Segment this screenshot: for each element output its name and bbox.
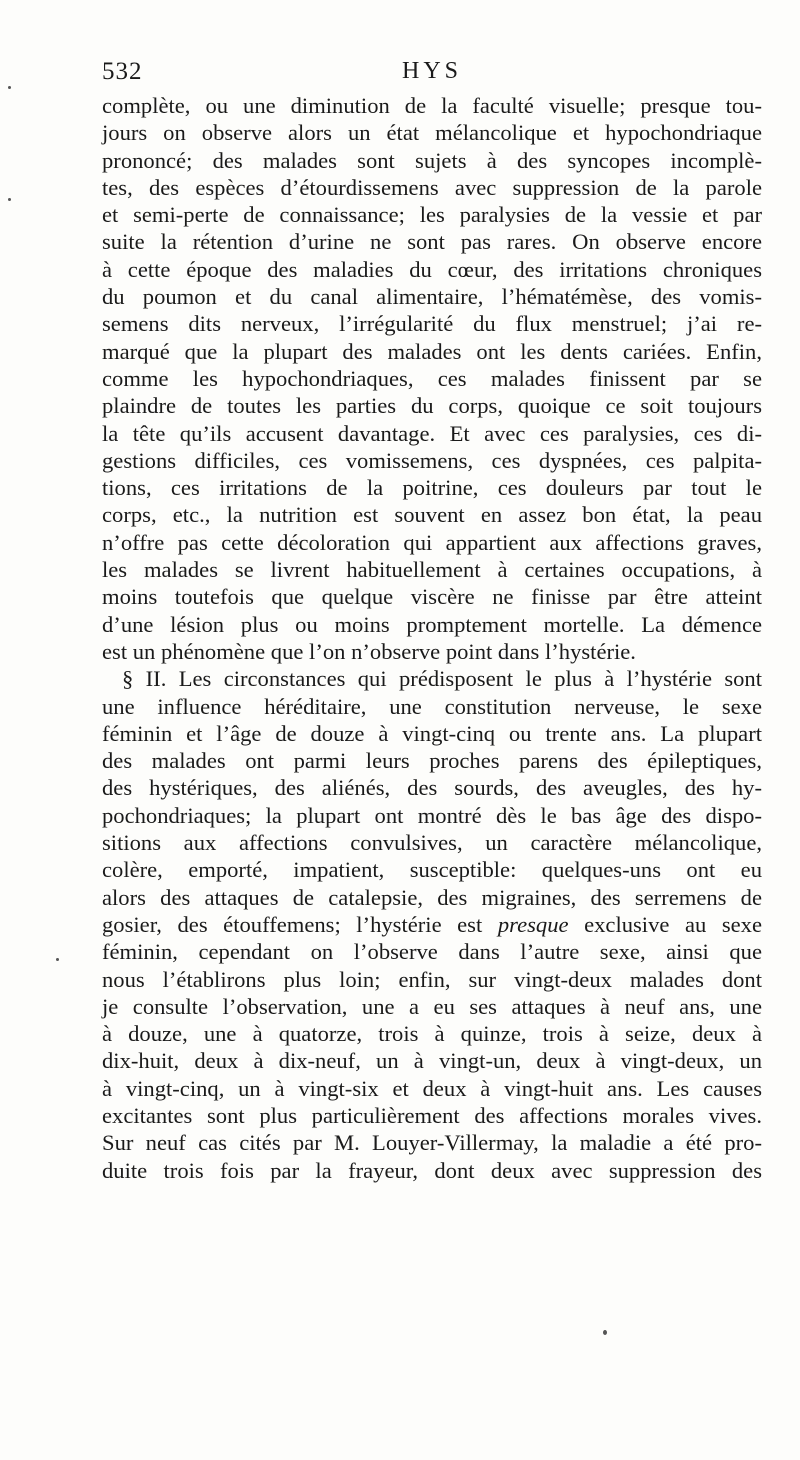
- text-line: excitantes sont plus particulièrement des affections morales vives.: [102, 1102, 762, 1128]
- text-line: féminin, cependant on l’observe dans l’autre sexe, ainsi que: [102, 939, 762, 965]
- paragraph-end-line: est un phénomène que l’on n’observe point dans l’hystérie.: [102, 638, 636, 664]
- paper-speck: [603, 1330, 607, 1335]
- text-line: duite trois fois par la frayeur, dont deux avec suppression des: [102, 1157, 762, 1183]
- text-line: n’offre pas cette décoloration qui appartient aux affections graves,: [102, 529, 762, 555]
- text-line: complète, ou une diminution de la faculté visuelle; presque tou-: [102, 93, 762, 118]
- text-line: une influence héréditaire, une constitution nerveuse, le sexe: [102, 693, 762, 719]
- text-line: alors des attaques de catalepsie, des migraines, des serremens de: [102, 884, 762, 910]
- text-line: les malades se livrent habituellement à certaines occupations, à: [102, 557, 762, 583]
- text-line: à vingt-cinq, un à vingt-six et deux à vingt-huit ans. Les causes: [102, 1075, 762, 1101]
- text-line: et semi-perte de connaissance; les paralysies de la vessie et par: [102, 202, 762, 228]
- text-line: marqué que la plupart des malades ont les dents cariées. Enfin,: [102, 338, 762, 364]
- text-line: Sur neuf cas cités par M. Louyer-Villermay, la maladie a été pro-: [102, 1130, 762, 1156]
- text-line: des malades ont parmi leurs proches parens des épileptiques,: [102, 748, 762, 774]
- text-line: comme les hypochondriaques, ces malades finissent par se: [102, 365, 762, 391]
- paper-speck: [56, 958, 59, 961]
- text-line: corps, etc., la nutrition est souvent en assez bon état, la peau: [102, 502, 762, 528]
- text-line: sitions aux affections convulsives, un caractère mélancolique,: [102, 830, 762, 856]
- running-head: HYS: [401, 58, 462, 84]
- text-segment: exclusive au sexe: [568, 911, 762, 937]
- text-line: plaindre de toutes les parties du corps, quoique ce soit toujours: [102, 393, 762, 419]
- text-line: féminin et l’âge de douze à vingt-cinq ou trente ans. La plupart: [102, 720, 762, 746]
- paper-speck: [8, 198, 11, 201]
- paper-speck: [8, 86, 11, 89]
- text-line: moins toutefois que quelque viscère ne finisse par être atteint: [102, 584, 762, 610]
- text-line: la tête qu’ils accusent davantage. Et avec ces paralysies, ces di-: [102, 420, 762, 446]
- text-line: pochondriaques; la plupart ont montré dès le bas âge des dispo-: [102, 802, 762, 828]
- body-text: [102, 92, 762, 1184]
- text-line: colère, emporté, impatient, susceptible: quelques-uns ont eu: [102, 857, 762, 883]
- text-line-with-italic: [102, 911, 762, 938]
- text-line: à cette époque des maladies du cœur, des irritations chroniques: [102, 256, 762, 282]
- text-line: nous l’établirons plus loin; enfin, sur vingt-deux malades dont: [102, 966, 762, 992]
- text-line: gestions difficiles, ces vomissemens, ces dyspnées, ces palpita-: [102, 447, 762, 473]
- text-line: semens dits nerveux, l’irrégularité du flux menstruel; j’ai re-: [102, 311, 762, 337]
- page-header: [102, 58, 762, 92]
- text-line: des hystériques, des aliénés, des sourds, des aveugles, des hy-: [102, 775, 762, 801]
- page-number: 532: [102, 58, 143, 85]
- text-line: d’une lésion plus ou moins promptement mortelle. La démence: [102, 611, 762, 637]
- text-line: prononcé; des malades sont sujets à des syncopes incomplè-: [102, 147, 762, 173]
- italic-word: presque: [497, 911, 569, 937]
- section-start-line: § II. Les circonstances qui prédisposent le plus à l’hystérie sont: [122, 666, 762, 692]
- text-line: jours on observe alors un état mélancolique et hypochondriaque: [102, 120, 762, 146]
- text-segment: gosier, des étouffemens; l’hystérie est: [102, 911, 483, 937]
- text-line: du poumon et du canal alimentaire, l’hématémèse, des vomis-: [102, 284, 762, 310]
- text-line: tes, des espèces d’étourdissemens avec suppression de la parole: [102, 174, 762, 200]
- text-line: suite la rétention d’urine ne sont pas rares. On observe encore: [102, 229, 762, 255]
- text-line: dix-huit, deux à dix-neuf, un à vingt-un, deux à vingt-deux, un: [102, 1048, 762, 1074]
- text-line: tions, ces irritations de la poitrine, ces douleurs par tout le: [102, 475, 762, 501]
- text-line: à douze, une à quatorze, trois à quinze, trois à seize, deux à: [102, 1021, 762, 1047]
- text-line: je consulte l’observation, une a eu ses attaques à neuf ans, une: [102, 993, 762, 1019]
